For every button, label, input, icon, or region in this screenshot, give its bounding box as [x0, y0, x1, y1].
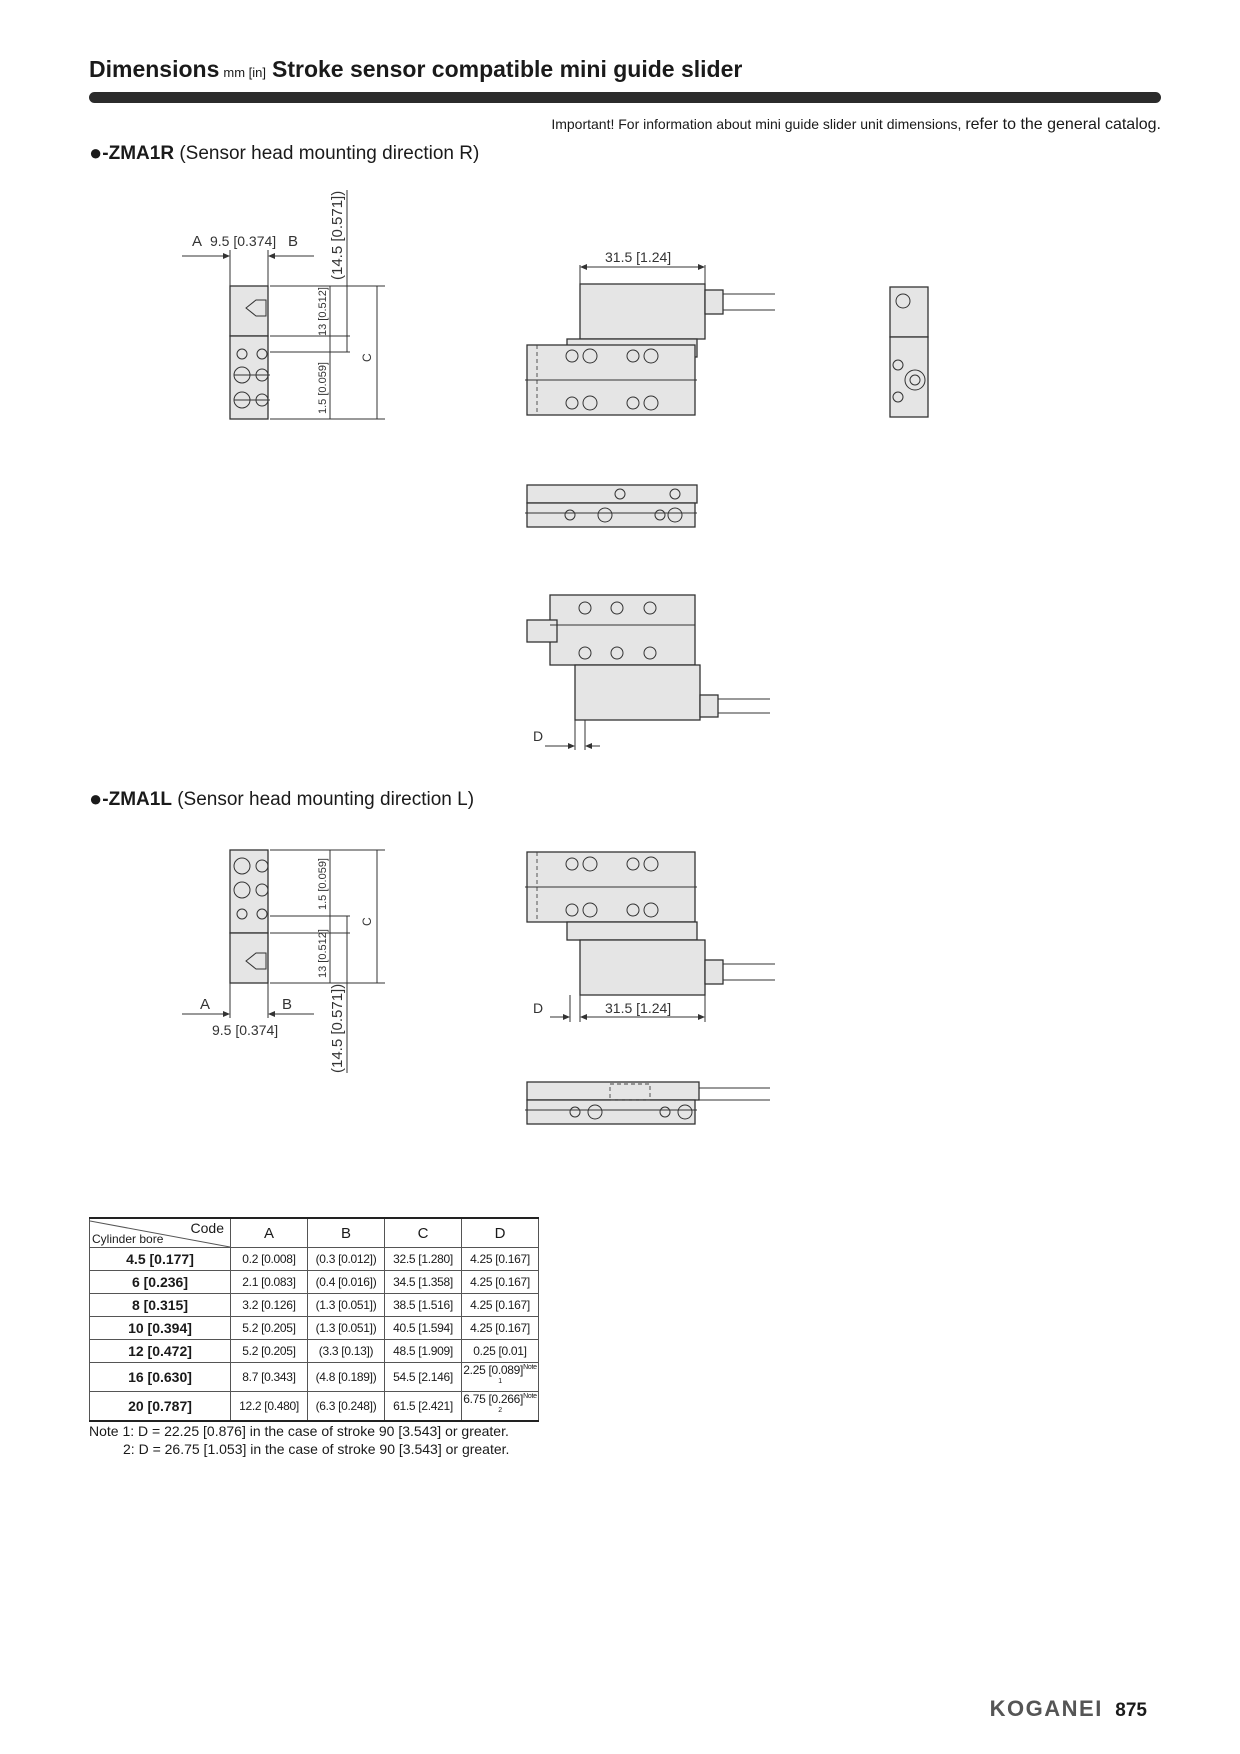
cell-d: 4.25 [0.167]	[462, 1294, 539, 1317]
title-rule	[89, 92, 1161, 103]
table-row	[90, 1248, 539, 1271]
bullet-icon: ●	[89, 140, 103, 165]
label-height-top: (14.5 [0.571])	[329, 190, 346, 280]
cell-a: 5.2 [0.205]	[231, 1340, 308, 1363]
cell-c: 38.5 [1.516]	[385, 1294, 462, 1317]
header-bore: Cylinder bore	[92, 1232, 164, 1246]
header-d: D	[462, 1218, 539, 1248]
label-width-ab: 9.5 [0.374]	[212, 1022, 279, 1038]
cell-bore: 20 [0.787]	[90, 1392, 231, 1422]
cell-a: 5.2 [0.205]	[231, 1317, 308, 1340]
title-dimensions: Dimensions	[89, 56, 220, 82]
cell-d: 4.25 [0.167]	[462, 1317, 539, 1340]
header-a: A	[231, 1218, 308, 1248]
label-height-top: (14.5 [0.571])	[329, 983, 346, 1073]
cell-b: (6.3 [0.248])	[308, 1392, 385, 1422]
label-b: B	[288, 233, 299, 250]
note-ref: Note 1	[498, 1364, 537, 1385]
table-header-row	[90, 1218, 539, 1248]
label-a: A	[200, 996, 211, 1013]
label-height-13: 13 [0.512]	[317, 929, 329, 978]
label-c: C	[360, 353, 374, 362]
table-row	[90, 1294, 539, 1317]
cell-d	[462, 1392, 539, 1422]
header-c: C	[385, 1218, 462, 1248]
footer	[990, 1696, 1147, 1722]
table-row	[90, 1340, 539, 1363]
cell-c: 34.5 [1.358]	[385, 1271, 462, 1294]
note-2: 2: D = 26.75 [1.053] in the case of stroke 90 [3.543] or greater.	[123, 1441, 510, 1457]
slider-body	[230, 336, 268, 419]
table-corner-header	[90, 1218, 231, 1248]
label-height-13: 13 [0.512]	[317, 287, 329, 336]
cell-d	[462, 1363, 539, 1392]
table-row	[90, 1317, 539, 1340]
cell-b: (3.3 [0.13])	[308, 1340, 385, 1363]
cell-a: 8.7 [0.343]	[231, 1363, 308, 1392]
cell-a: 12.2 [0.480]	[231, 1392, 308, 1422]
drawing-l-side-view	[525, 850, 785, 1025]
cell-b: (0.3 [0.012])	[308, 1248, 385, 1271]
label-a: A	[192, 233, 203, 250]
dimensions-table	[89, 1217, 539, 1422]
drawing-r-bottom-view	[525, 483, 725, 533]
cell-d-value: 2.25 [0.089]	[463, 1363, 524, 1377]
cell-d: 0.25 [0.01]	[462, 1340, 539, 1363]
sensor-head-front	[575, 665, 700, 720]
title-subtitle: Stroke sensor compatible mini guide slider	[272, 56, 743, 82]
cell-c: 61.5 [2.421]	[385, 1392, 462, 1422]
section-heading-l	[89, 786, 474, 812]
table-row	[90, 1392, 539, 1422]
section-desc-r: (Sensor head mounting direction R)	[179, 143, 480, 164]
drawing-r-front-view	[525, 590, 785, 755]
drawing-r-end-view	[170, 190, 410, 430]
notice	[551, 116, 1161, 134]
bullet-icon: ●	[89, 786, 103, 811]
sensor-head-side	[580, 940, 705, 995]
section-code-l: -ZMA1L	[102, 789, 172, 810]
label-height-15: 1.5 [0.059]	[317, 858, 329, 910]
label-b: B	[282, 996, 293, 1013]
page-title	[89, 56, 742, 83]
label-c: C	[360, 917, 374, 926]
cell-b: (4.8 [0.189])	[308, 1363, 385, 1392]
cell-b: (0.4 [0.016])	[308, 1271, 385, 1294]
cell-c: 54.5 [2.146]	[385, 1363, 462, 1392]
cell-bore: 6 [0.236]	[90, 1271, 231, 1294]
cell-b: (1.3 [0.051])	[308, 1294, 385, 1317]
drawing-r-right-view	[888, 285, 948, 420]
drawing-l-bottom-view	[525, 1080, 785, 1130]
cell-c: 32.5 [1.280]	[385, 1248, 462, 1271]
notice-prefix: Important! For information about mini guide slider unit dimensions,	[551, 116, 962, 132]
section-desc-l: (Sensor head mounting direction L)	[177, 789, 475, 810]
header-code: Code	[190, 1220, 224, 1236]
cell-a: 2.1 [0.083]	[231, 1271, 308, 1294]
label-height-15: 1.5 [0.059]	[317, 362, 329, 414]
label-width-ab: 9.5 [0.374]	[210, 233, 277, 249]
header-b: B	[308, 1218, 385, 1248]
drawing-l-end-view	[170, 848, 410, 1088]
cell-a: 0.2 [0.008]	[231, 1248, 308, 1271]
drawing-r-side-view	[525, 240, 785, 420]
cell-bore: 12 [0.472]	[90, 1340, 231, 1363]
label-d-r: D	[533, 728, 544, 744]
table-notes	[89, 1422, 509, 1458]
cell-c: 40.5 [1.594]	[385, 1317, 462, 1340]
label-length-sensor: 31.5 [1.24]	[605, 249, 672, 265]
cell-b: (1.3 [0.051])	[308, 1317, 385, 1340]
label-length-sensor: 31.5 [1.24]	[605, 1000, 672, 1016]
sensor-head-side	[580, 284, 705, 339]
cell-bore: 8 [0.315]	[90, 1294, 231, 1317]
cell-bore: 16 [0.630]	[90, 1363, 231, 1392]
notice-ref: refer to the general catalog.	[965, 116, 1161, 133]
cell-d: 4.25 [0.167]	[462, 1248, 539, 1271]
section-code-r: -ZMA1R	[102, 143, 175, 164]
cell-bore: 4.5 [0.177]	[90, 1248, 231, 1271]
section-heading-r	[89, 140, 479, 166]
cell-c: 48.5 [1.909]	[385, 1340, 462, 1363]
cell-d: 4.25 [0.167]	[462, 1271, 539, 1294]
brand-logo: KOGANEI	[989, 1696, 1103, 1721]
title-unit: mm [in]	[223, 65, 266, 80]
note-ref: Note 2	[498, 1393, 537, 1414]
cell-d-value: 6.75 [0.266]	[463, 1392, 524, 1406]
table-row	[90, 1271, 539, 1294]
table-row	[90, 1363, 539, 1392]
cell-bore: 10 [0.394]	[90, 1317, 231, 1340]
label-d-l: D	[533, 1000, 544, 1016]
note-1: Note 1: D = 22.25 [0.876] in the case of stroke 90 [3.543] or greater.	[89, 1423, 509, 1439]
page-number: 875	[1115, 1700, 1147, 1721]
cell-a: 3.2 [0.126]	[231, 1294, 308, 1317]
